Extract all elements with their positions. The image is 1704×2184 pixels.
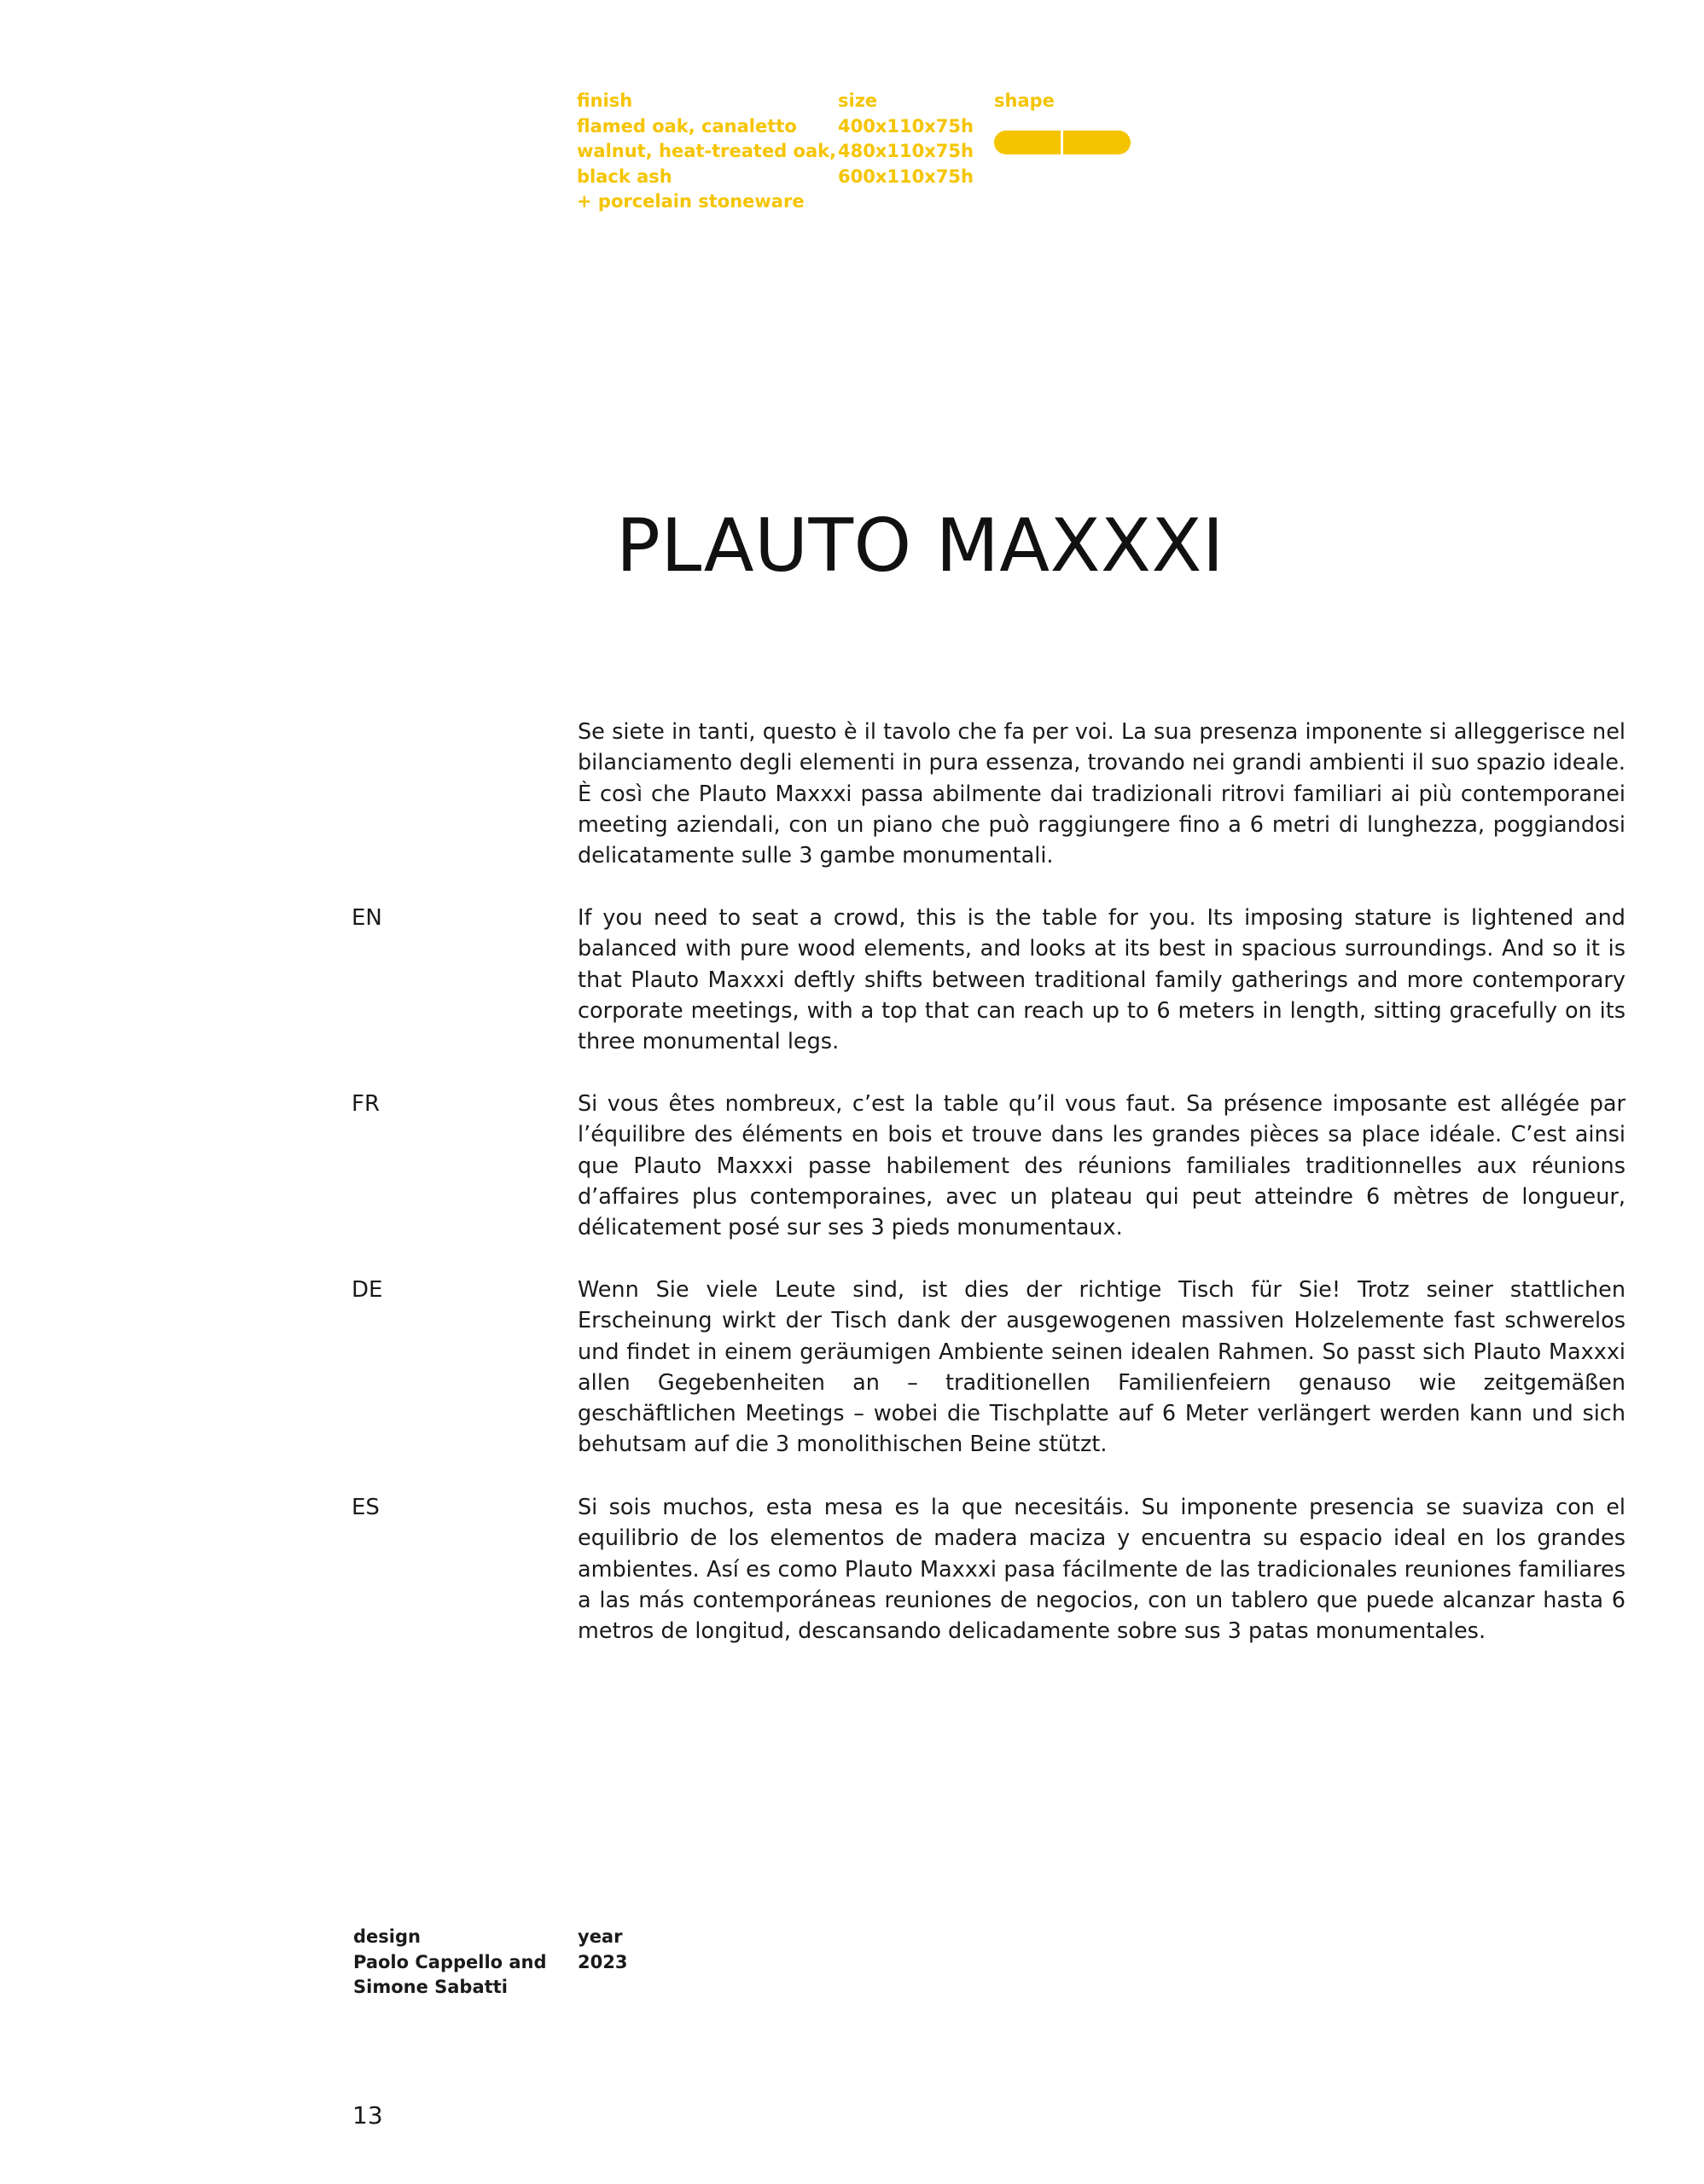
spec-shape-label: shape: [994, 90, 1055, 111]
spec-shape: [994, 89, 1165, 114]
credit-year: [578, 1925, 748, 1975]
description-it: Se siete in tanti, questo è il tavolo che fa per voi. La sua presenza imponente si alleggerisce nel bilanciamento degli elementi in pura essenza, trovando nei grandi ambienti il suo spazio ideale. È così che Plauto Maxxxi passa abilmente dai tradizionali ritrovi familiari ai più contemporanei meeting aziendali, con un piano che può raggiungere fino a 6 metri di lunghezza, poggiandosi delicatamente sulle 3 gambe monumentali.: [578, 719, 1625, 869]
rounded-table-top-shape-icon: [994, 131, 1131, 154]
language-label-en: EN: [352, 905, 382, 931]
language-label-de: DE: [352, 1277, 383, 1303]
designer-name: Paolo Cappello and: [353, 1951, 547, 1972]
spec-finish-line: walnut, heat-treated oak,: [577, 141, 837, 161]
spec-size-value: 600x110x75h: [838, 166, 974, 187]
credit-design-label: design: [353, 1926, 421, 1947]
spec-finish: [577, 89, 837, 215]
spec-size-label: size: [838, 90, 878, 111]
description-de: Wenn Sie viele Leute sind, ist dies der richtige Tisch für Sie! Trotz seiner stattlichen Erscheinung wirkt der Tisch dank der ausgewogenen massiven Holzelemente fast schwerelos und findet in einem geräumigen Ambiente seinen idealen Rahmen. So passt sich Plauto Maxxxi allen Gegebenheiten an – traditionellen Familienfeiern genauso wie zeitgemäßen geschäftlichen Meetings – wobei die Tischplatte auf 6 Meter verlängert werden kann und sich behutsam auf die 3 monolithischen Beine stützt.: [578, 1277, 1625, 1458]
spec-finish-line: flamed oak, canaletto: [577, 115, 797, 136]
description-fr: Si vous êtes nombreux, c’est la table qu’il vous faut. Sa présence imposante est allégée par l’équilibre des éléments en bois et trouve dans les grandes pièces sa place idéale. C’est ainsi que Plauto Maxxxi passe habilement des réunions familiales traditionnelles aux réunions d’affaires plus contemporaines, avec un plateau qui peut atteindre 6 mètres de longueur, délicatement posé sur ses 3 pieds monumentaux.: [578, 1091, 1625, 1241]
spec-size-value: 480x110x75h: [838, 141, 974, 161]
credit-year-value: 2023: [578, 1951, 628, 1972]
credit-year-label: year: [578, 1926, 623, 1947]
product-title: PLAUTO MAXXXI: [616, 503, 1224, 589]
spec-finish-label: finish: [577, 90, 633, 111]
spec-finish-line: + porcelain stoneware: [577, 191, 805, 212]
spec-size-value: 400x110x75h: [838, 115, 974, 136]
spec-finish-line: black ash: [577, 166, 672, 187]
credit-design: [353, 1925, 575, 2001]
description-en: If you need to seat a crowd, this is the table for you. Its imposing stature is lightened and balanced with pure wood elements, and looks at its best in spacious surroundings. And so it is that Plauto Maxxxi deftly shifts between traditional family gatherings and more contemporary corporate meetings, with a top that can reach up to 6 meters in length, sitting gracefully on its three monumental legs.: [578, 905, 1625, 1055]
description-es: Si sois muchos, esta mesa es la que necesitáis. Su imponente presencia se suaviza con el equilibrio de los elementos de madera maciza y encuentra su espacio ideal en los grandes ambientes. Así es como Plauto Maxxxi pasa fácilmente de las tradicionales reuniones familiares a las más contemporáneas reuniones de negocios, con un tablero que puede alcanzar hasta 6 metros de longitud, descansando delicadamente sobre sus 3 patas monumentales.: [578, 1495, 1625, 1645]
language-label-fr: FR: [352, 1091, 381, 1117]
spec-size: [838, 89, 983, 189]
language-label-es: ES: [352, 1495, 380, 1520]
page-number: 13: [352, 2101, 383, 2129]
designer-name: Simone Sabatti: [353, 1977, 508, 1997]
